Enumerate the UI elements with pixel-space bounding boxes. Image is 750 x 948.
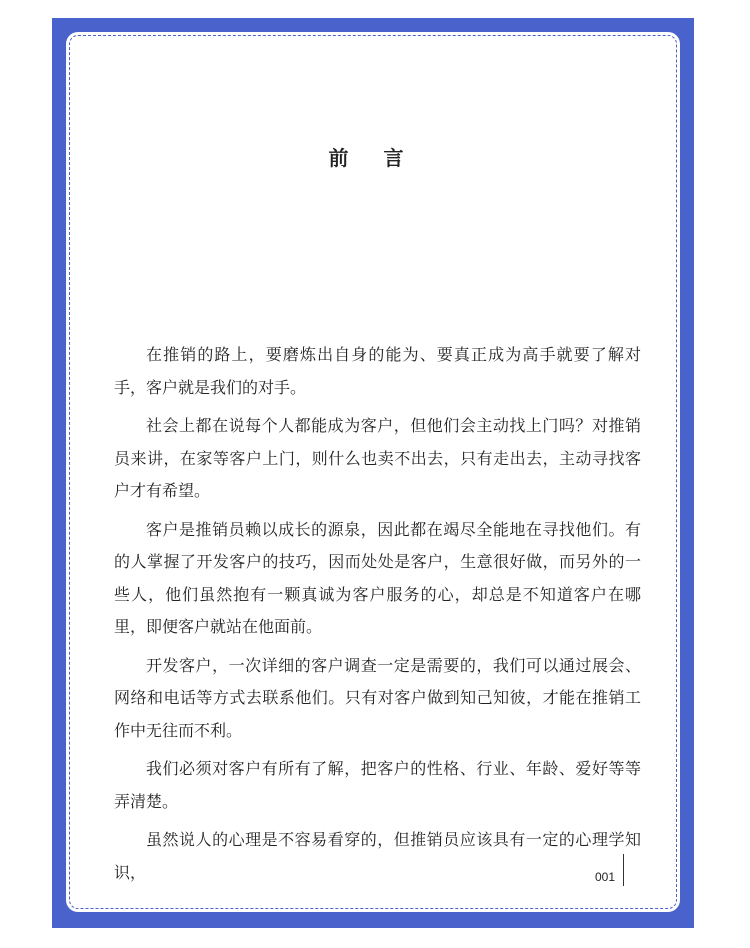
page-number: 001	[595, 854, 624, 886]
paragraph-3: 客户是推销员赖以成长的源泉，因此都在竭尽全能地在寻找他们。有的人掌握了开发客户的技巧，因而处处是客户，生意很好做，而另外的一些人，他们虽然抱有一颗真诚为客户服务的心，却总是不知道客户在哪里，即便客户就站在他面前。	[114, 519, 641, 636]
paragraph-6: 虽然说人的心理是不容易看穿的，但推销员应该具有一定的心理学知识，	[114, 830, 641, 882]
paragraph-2: 社会上都在说每个人都能成为客户，但他们会主动找上门吗？对推销员来讲，在家等客户上门，则什么也卖不出去，只有走出去，主动寻找客户才有希望。	[114, 416, 641, 500]
page-title: 前 言	[328, 146, 418, 170]
paragraph-4: 开发客户，一次详细的客户调查一定是需要的，我们可以通过展会、网络和电话等方式去联系他们。只有对客户做到知己知彼，才能在推销工作中无往而不利。	[114, 655, 641, 740]
paragraph-5: 我们必须对客户有所有了解，把客户的性格、行业、年龄、爱好等等弄清楚。	[114, 759, 641, 811]
body-text	[114, 339, 641, 895]
page-frame	[52, 18, 694, 928]
book-page	[66, 32, 680, 912]
paragraph-1: 在推销的路上，要磨炼出自身的能为、要真正成为高手就要了解对手，客户就是我们的对手。	[114, 345, 641, 397]
